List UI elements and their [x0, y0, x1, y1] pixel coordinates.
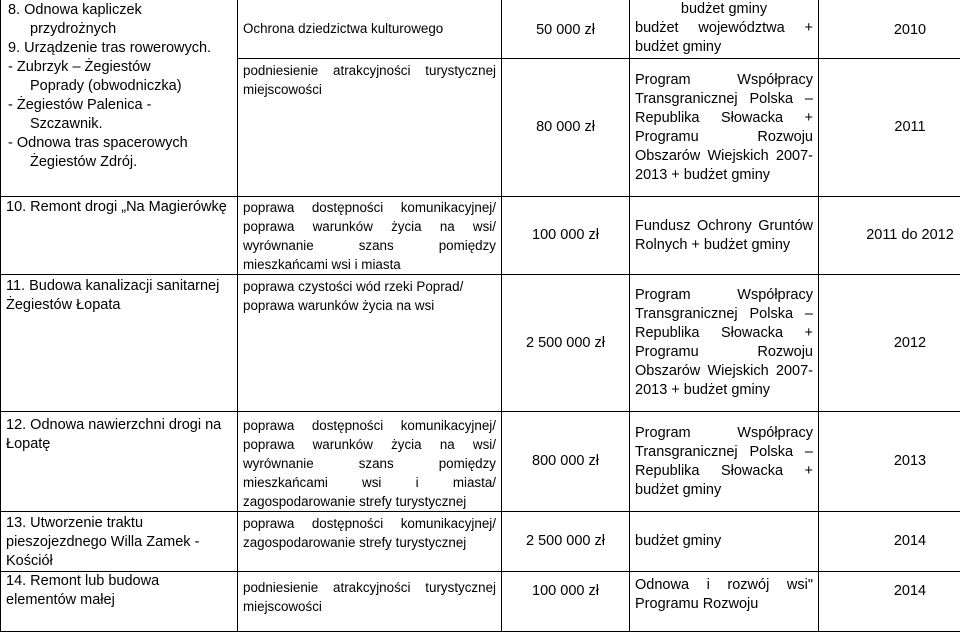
goal-text: podniesienie atrakcyjności turystycznej miejscowości [243, 63, 496, 97]
task-text: 13. Utworzenie traktu pieszojezdnego Willa Zamek - Kościół [6, 515, 199, 569]
task-text: 11. Budowa kanalizacji sanitarnej Żegiestów Łopata [6, 278, 219, 313]
source-cell [630, 275, 819, 412]
source-text: budżet gminy [635, 0, 813, 19]
year-cell [819, 512, 960, 572]
task-cell [1, 512, 238, 572]
task-line: przydrożnych [6, 20, 232, 39]
year-cell [819, 59, 960, 197]
amount-text: 50 000 zł [536, 22, 595, 38]
year-cell [819, 197, 960, 275]
source-text: budżet gminy [635, 533, 721, 549]
task-cell [1, 197, 238, 275]
amount-cell [502, 412, 630, 512]
amount-cell [502, 572, 630, 632]
year-cell [819, 0, 960, 59]
year-text: 2011 do 2012 [866, 227, 954, 243]
year-text: 2011 [894, 119, 925, 135]
task-text: 12. Odnowa nawierzchni drogi na Łopatę [6, 417, 221, 452]
task-text: 10. Remont drogi „Na Magierówkę [6, 199, 227, 215]
year-text: 2013 [894, 453, 926, 469]
goal-cell [238, 572, 502, 632]
amount-cell [502, 512, 630, 572]
goal-cell [238, 512, 502, 572]
goal-text: poprawa dostępności komunikacyjnej/ poprawa warunków życia na wsi/ wyrównanie szans pomiędzy mieszkańcami wsi i miasta [243, 200, 496, 272]
goal-text: poprawa dostępności komunikacyjnej/ poprawa warunków życia na wsi/ wyrównanie szans pomiędzy mieszkańcami wsi i miasta/ zagospodarowanie strefy turystycznej [243, 418, 496, 509]
source-cell [630, 0, 819, 59]
goal-text: Ochrona dziedzictwa kulturowego [243, 21, 443, 36]
year-text: 2014 [894, 583, 926, 599]
goal-cell [238, 59, 502, 197]
goal-cell [238, 412, 502, 512]
table-row [1, 197, 960, 275]
source-cell [630, 59, 819, 197]
amount-cell [502, 197, 630, 275]
task-line: 9. Urządzenie tras rowerowych. [6, 39, 232, 58]
amount-cell [502, 275, 630, 412]
source-cell [630, 412, 819, 512]
goal-text: poprawa czystości wód rzeki Poprad/ poprawa warunków życia na wsi [243, 279, 463, 313]
task-line: - Zubrzyk – Żegiestów [6, 58, 232, 77]
year-text: 2014 [894, 533, 926, 549]
amount-cell [502, 59, 630, 197]
amount-text: 2 500 000 zł [526, 533, 605, 549]
goal-cell [238, 0, 502, 59]
amount-text: 2 500 000 zł [526, 335, 605, 351]
amount-text: 800 000 zł [532, 453, 599, 469]
year-cell [819, 412, 960, 512]
year-cell [819, 275, 960, 412]
task-cell [1, 275, 238, 412]
year-cell [819, 572, 960, 632]
source-text: Odnowa i rozwój wsi" Programu Rozwoju [635, 577, 813, 612]
table-row [1, 572, 960, 632]
amount-text: 80 000 zł [536, 119, 595, 135]
source-text: Program Współpracy Transgranicznej Polska – Republika Słowacka + Programu Rozwoju Obszarów Wiejskich 2007-2013 + budżet gminy [635, 287, 813, 398]
task-line: Poprady (obwodniczka) [6, 77, 232, 96]
table-row [1, 412, 960, 512]
source-text: Program Współpracy Transgranicznej Polska – Republika Słowacka + Programu Rozwoju Obszarów Wiejskich 2007-2013 + budżet gminy [635, 72, 813, 183]
year-text: 2010 [894, 22, 926, 38]
goal-cell [238, 197, 502, 275]
task-line: - Odnowa tras spacerowych [6, 134, 232, 153]
source-text: budżet województwa + budżet gminy [635, 19, 813, 57]
task-line: - Żegiestów Palenica - [6, 96, 232, 115]
goal-text: poprawa dostępności komunikacyjnej/ zagospodarowanie strefy turystycznej [243, 516, 496, 550]
source-cell [630, 197, 819, 275]
task-cell [1, 412, 238, 512]
task-line: Szczawnik. [6, 115, 232, 134]
table-row [1, 275, 960, 412]
goal-cell [238, 275, 502, 412]
table-row [1, 512, 960, 572]
source-text: Program Współpracy Transgranicznej Polska – Republika Słowacka + budżet gminy [635, 425, 813, 498]
task-line: 8. Odnowa kapliczek [6, 1, 232, 20]
source-text: Fundusz Ochrony Gruntów Rolnych + budżet gminy [635, 218, 813, 253]
year-text: 2012 [894, 335, 926, 351]
task-line: Żegiestów Zdrój. [6, 153, 232, 172]
table-row [1, 0, 960, 59]
amount-cell [502, 0, 630, 59]
task-cell [1, 572, 238, 632]
amount-text: 100 000 zł [532, 583, 599, 599]
task-cell [1, 0, 238, 197]
task-text: 14. Remont lub budowa elementów małej [6, 573, 159, 608]
source-cell [630, 512, 819, 572]
source-cell [630, 572, 819, 632]
amount-text: 100 000 zł [532, 227, 599, 243]
goal-text: podniesienie atrakcyjności turystycznej miejscowości [243, 580, 496, 614]
